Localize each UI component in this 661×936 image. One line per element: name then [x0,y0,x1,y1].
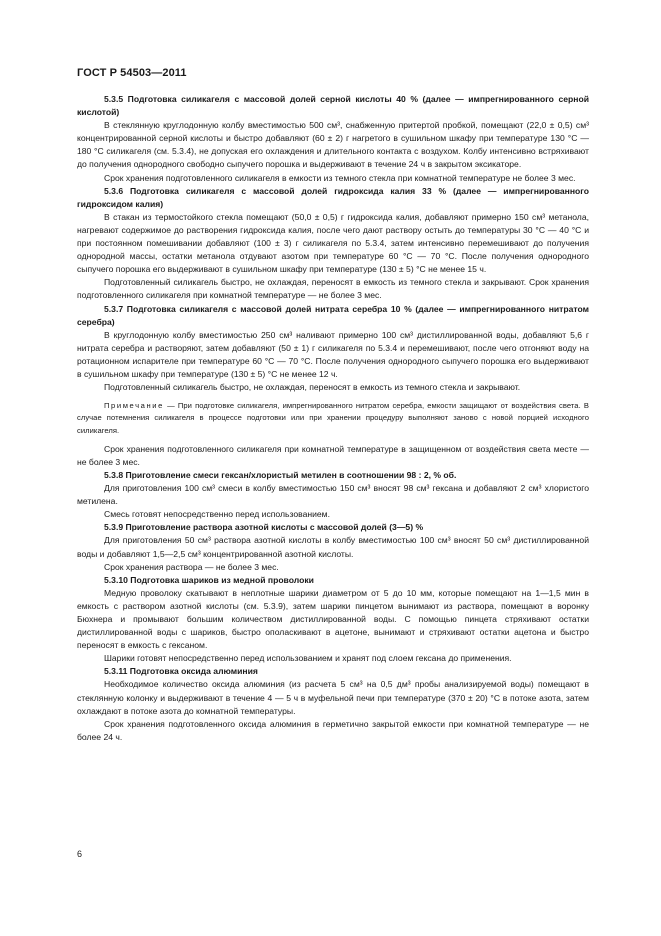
section-heading: 5.3.6 Подготовка силикагеля с массовой долей гидроксида калия 33 % (далее — импрегнированного гидроксидом калия) [77,185,589,209]
paragraph: В круглодонную колбу вместимостью 250 см³ наливают примерно 100 см³ дистиллированной воды, добавляют 5,6 г нитрата серебра и растворяют, затем добавляют (50 ± 1) г силикагеля по 5.3.4 и перемешивают, после чего отгоняют воду на ротационном испарителе при температуре 60 °С — 70 °С. После получения однородного сыпучего порошка его выдерживают в сушильном шкафу при температуре (130 ± 5) °С не менее 12 ч. [77,329,589,379]
section-heading: 5.3.9 Приготовление раствора азотной кислоты с массовой долей (3—5) % [104,522,424,533]
note-text: — При подготовке силикагеля, импрегнированного нитратом серебра, емкости защищают от воздействия света. В случае потемнения силикагеля в процессе подготовки или при хранении процедуру выполняют заново с новой порцией исходного силикагеля. [77,401,589,435]
paragraph: Срок хранения подготовленного оксида алюминия в герметично закрытой емкости при комнатной температуре — не более 24 ч. [77,718,589,742]
paragraph: В стакан из термостойкого стекла помещают (50,0 ± 0,5) г гидроксида калия, добавляют примерно 150 см³ метанола, нагревают содержимое до растворения гидроксида калия, после чего дают раствору остыть до температуры 30 °С — 40 °С и при постоянном помешивании добавляют (100 ± 3) г силикагеля по 5.3.4, затем интенсивно перемешивают до получения однородной массы, остатки метанола отдувают азотом при температуре 60 °С — 70 °С. После получения однородного сыпучего порошка его выдерживают в сушильном шкафу при температуре (130 ± 5) °С не менее 15 ч. [77,211,589,275]
paragraph: Подготовленный силикагель быстро, не охлаждая, переносят в емкость из темного стекла и закрывают. [104,382,521,393]
page-number: 6 [77,849,83,859]
paragraph: Срок хранения раствора — не более 3 мес. [104,561,279,572]
section-heading: 5.3.7 Подготовка силикагеля с массовой долей нитрата серебра 10 % (далее — импрегнированного нитратом серебра) [77,303,589,327]
document-body [77,93,589,744]
document-header: ГОСТ Р 54503—2011 [77,67,187,79]
paragraph: В стеклянную круглодонную колбу вместимостью 500 см³, снабженную притертой пробкой, помещают (22,0 ± 0,5) см³ концентрированной серной кислоты и быстро добавляют (60 ± 2) г нагретого в сушильном шкафу при температуре 130 °С — 180 °С силикагеля (см. 5.3.4), не допуская его охлаждения и длительного контакта с воздухом. Колбу интенсивно встряхивают до получения однородного свободно сыпучего порошка и выдерживают в течение 24 ч в закрытом эксикаторе. [77,120,589,170]
note [77,400,589,437]
section-heading: 5.3.11 Подготовка оксида алюминия [104,666,258,677]
paragraph: Медную проволоку скатывают в неплотные шарики диаметром от 5 до 10 мм, которые помещают на 1—1,5 мин в емкость с раствором азотной кислоты (см. 5.3.9), затем шарики пинцетом вынимают из раствора, помещают в воронку Бюхнера и промывают большим количеством дистиллированной воды. С помощью пинцета стряхивают остатки дистиллированной воды с шариков, быстро ополаскивают в ацетоне, вынимают и стряхивают остатки ацетона и быстро переносят в емкость с гексаном. [77,587,589,651]
section-heading: 5.3.10 Подготовка шариков из медной проволоки [104,574,314,585]
section-heading: 5.3.5 Подготовка силикагеля с массовой долей серной кислоты 40 % (далее — импрегнированного серной кислотой) [77,94,589,118]
paragraph: Срок хранения подготовленного силикагеля в емкости из темного стекла при комнатной температуре не более 3 мес. [104,172,576,183]
paragraph: Для приготовления 100 см³ смеси в колбу вместимостью 150 см³ вносят 98 см³ гексана и добавляют 2 см³ хлористого метилена. [77,483,589,507]
paragraph: Шарики готовят непосредственно перед использованием и хранят под слоем гексана до применения. [104,653,512,664]
note-label: Примечание [104,401,164,411]
paragraph: Смесь готовят непосредственно перед использованием. [104,509,330,520]
paragraph: Срок хранения подготовленного силикагеля при комнатной температуре в защищенном от воздействия света месте — не более 3 мес. [77,443,589,467]
paragraph: Подготовленный силикагель быстро, не охлаждая, переносят в емкость из темного стекла и закрывают. Срок хранения подготовленного силикагеля при комнатной температуре — не более 3 мес. [77,277,589,301]
section-heading: 5.3.8 Приготовление смеси гексан/хлористый метилен в соотношении 98 : 2, % об. [104,469,457,480]
paragraph: Необходимое количество оксида алюминия (из расчета 5 см³ на 0,5 дм³ пробы анализируемой воды) помещают в стеклянную колонку и выдерживают в течение 4 — 5 ч в муфельной печи при температуре (370 ± 20) °С в потоке азота, затем охлаждают в потоке азота до комнатной температуры. [77,679,589,716]
paragraph: Для приготовления 50 см³ раствора азотной кислоты в колбу вместимостью 100 см³ вносят 50 см³ дистиллированной воды и добавляют 1,5—2,5 см³ концентрированной азотной кислоты. [77,535,589,559]
